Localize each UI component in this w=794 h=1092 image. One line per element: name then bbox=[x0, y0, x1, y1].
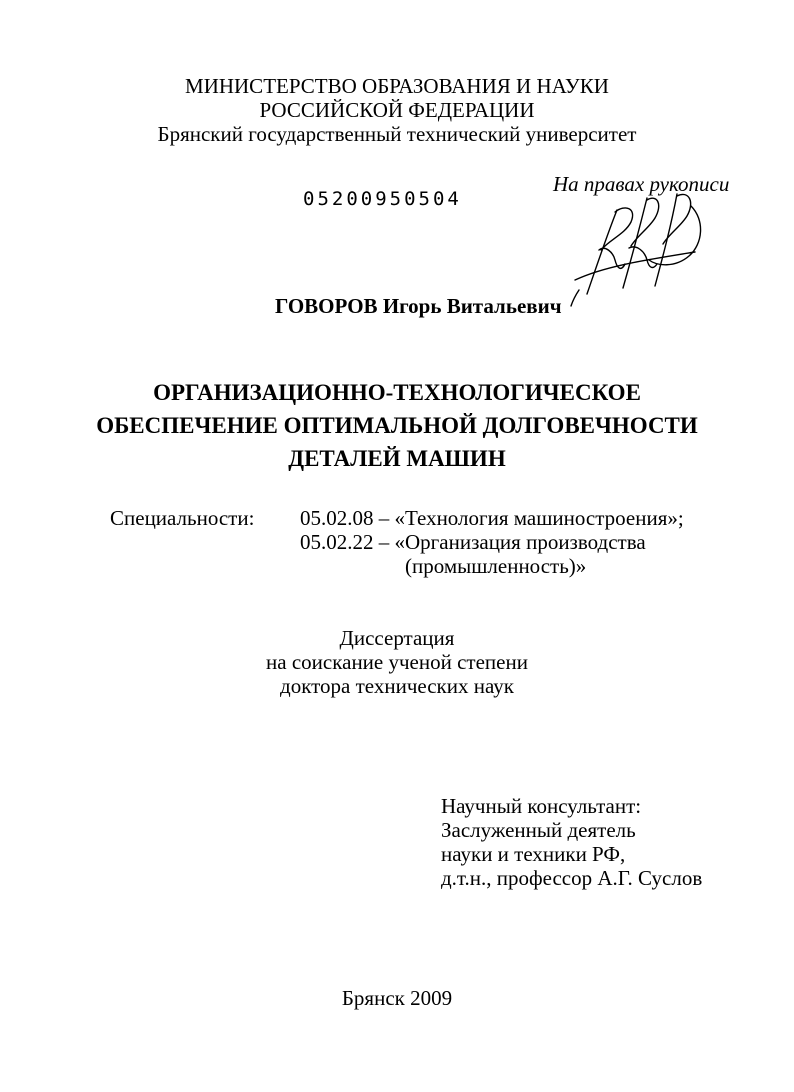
ministry-line-2: РОССИЙСКОЙ ФЕДЕРАЦИИ bbox=[259, 98, 535, 122]
author-given-names: Игорь Витальевич bbox=[382, 294, 562, 318]
specialty-item-1: 05.02.08 – «Технология машиностроения»; bbox=[300, 506, 684, 530]
registration-number: 05200950504 bbox=[303, 188, 462, 210]
dissertation-line-3: доктора технических наук bbox=[280, 674, 514, 698]
consultant-line-3: науки и техники РФ, bbox=[441, 842, 626, 866]
specialty-item-2-line-1: 05.02.22 – «Организация производства bbox=[300, 530, 646, 554]
ministry-line-1: МИНИСТЕРСТВО ОБРАЗОВАНИЯ И НАУКИ bbox=[185, 74, 609, 98]
specialty-item-2-line-2: (промышленность)» bbox=[405, 554, 587, 578]
specialties-label: Специальности: bbox=[110, 506, 255, 530]
thesis-title-line-1: ОРГАНИЗАЦИОННО-ТЕХНОЛОГИЧЕСКОЕ bbox=[153, 380, 641, 405]
author-surname: ГОВОРОВ bbox=[275, 294, 378, 318]
thesis-title-line-2: ОБЕСПЕЧЕНИЕ ОПТИМАЛЬНОЙ ДОЛГОВЕЧНОСТИ bbox=[96, 413, 698, 438]
university-name: Брянский государственный технический университет bbox=[157, 122, 637, 146]
consultant-line-1: Научный консультант: bbox=[441, 794, 642, 818]
city-year: Брянск 2009 bbox=[341, 986, 453, 1010]
author-name bbox=[275, 294, 562, 318]
thesis-title-line-3: ДЕТАЛЕЙ МАШИН bbox=[288, 446, 506, 471]
consultant-line-4: д.т.н., профессор А.Г. Суслов bbox=[441, 866, 703, 890]
dissertation-line-1: Диссертация bbox=[339, 626, 455, 650]
signature-icon bbox=[565, 190, 725, 310]
manuscript-rights: На правах рукописи bbox=[553, 172, 730, 196]
consultant-line-2: Заслуженный деятель bbox=[441, 818, 636, 842]
dissertation-line-2: на соискание ученой степени bbox=[266, 650, 528, 674]
